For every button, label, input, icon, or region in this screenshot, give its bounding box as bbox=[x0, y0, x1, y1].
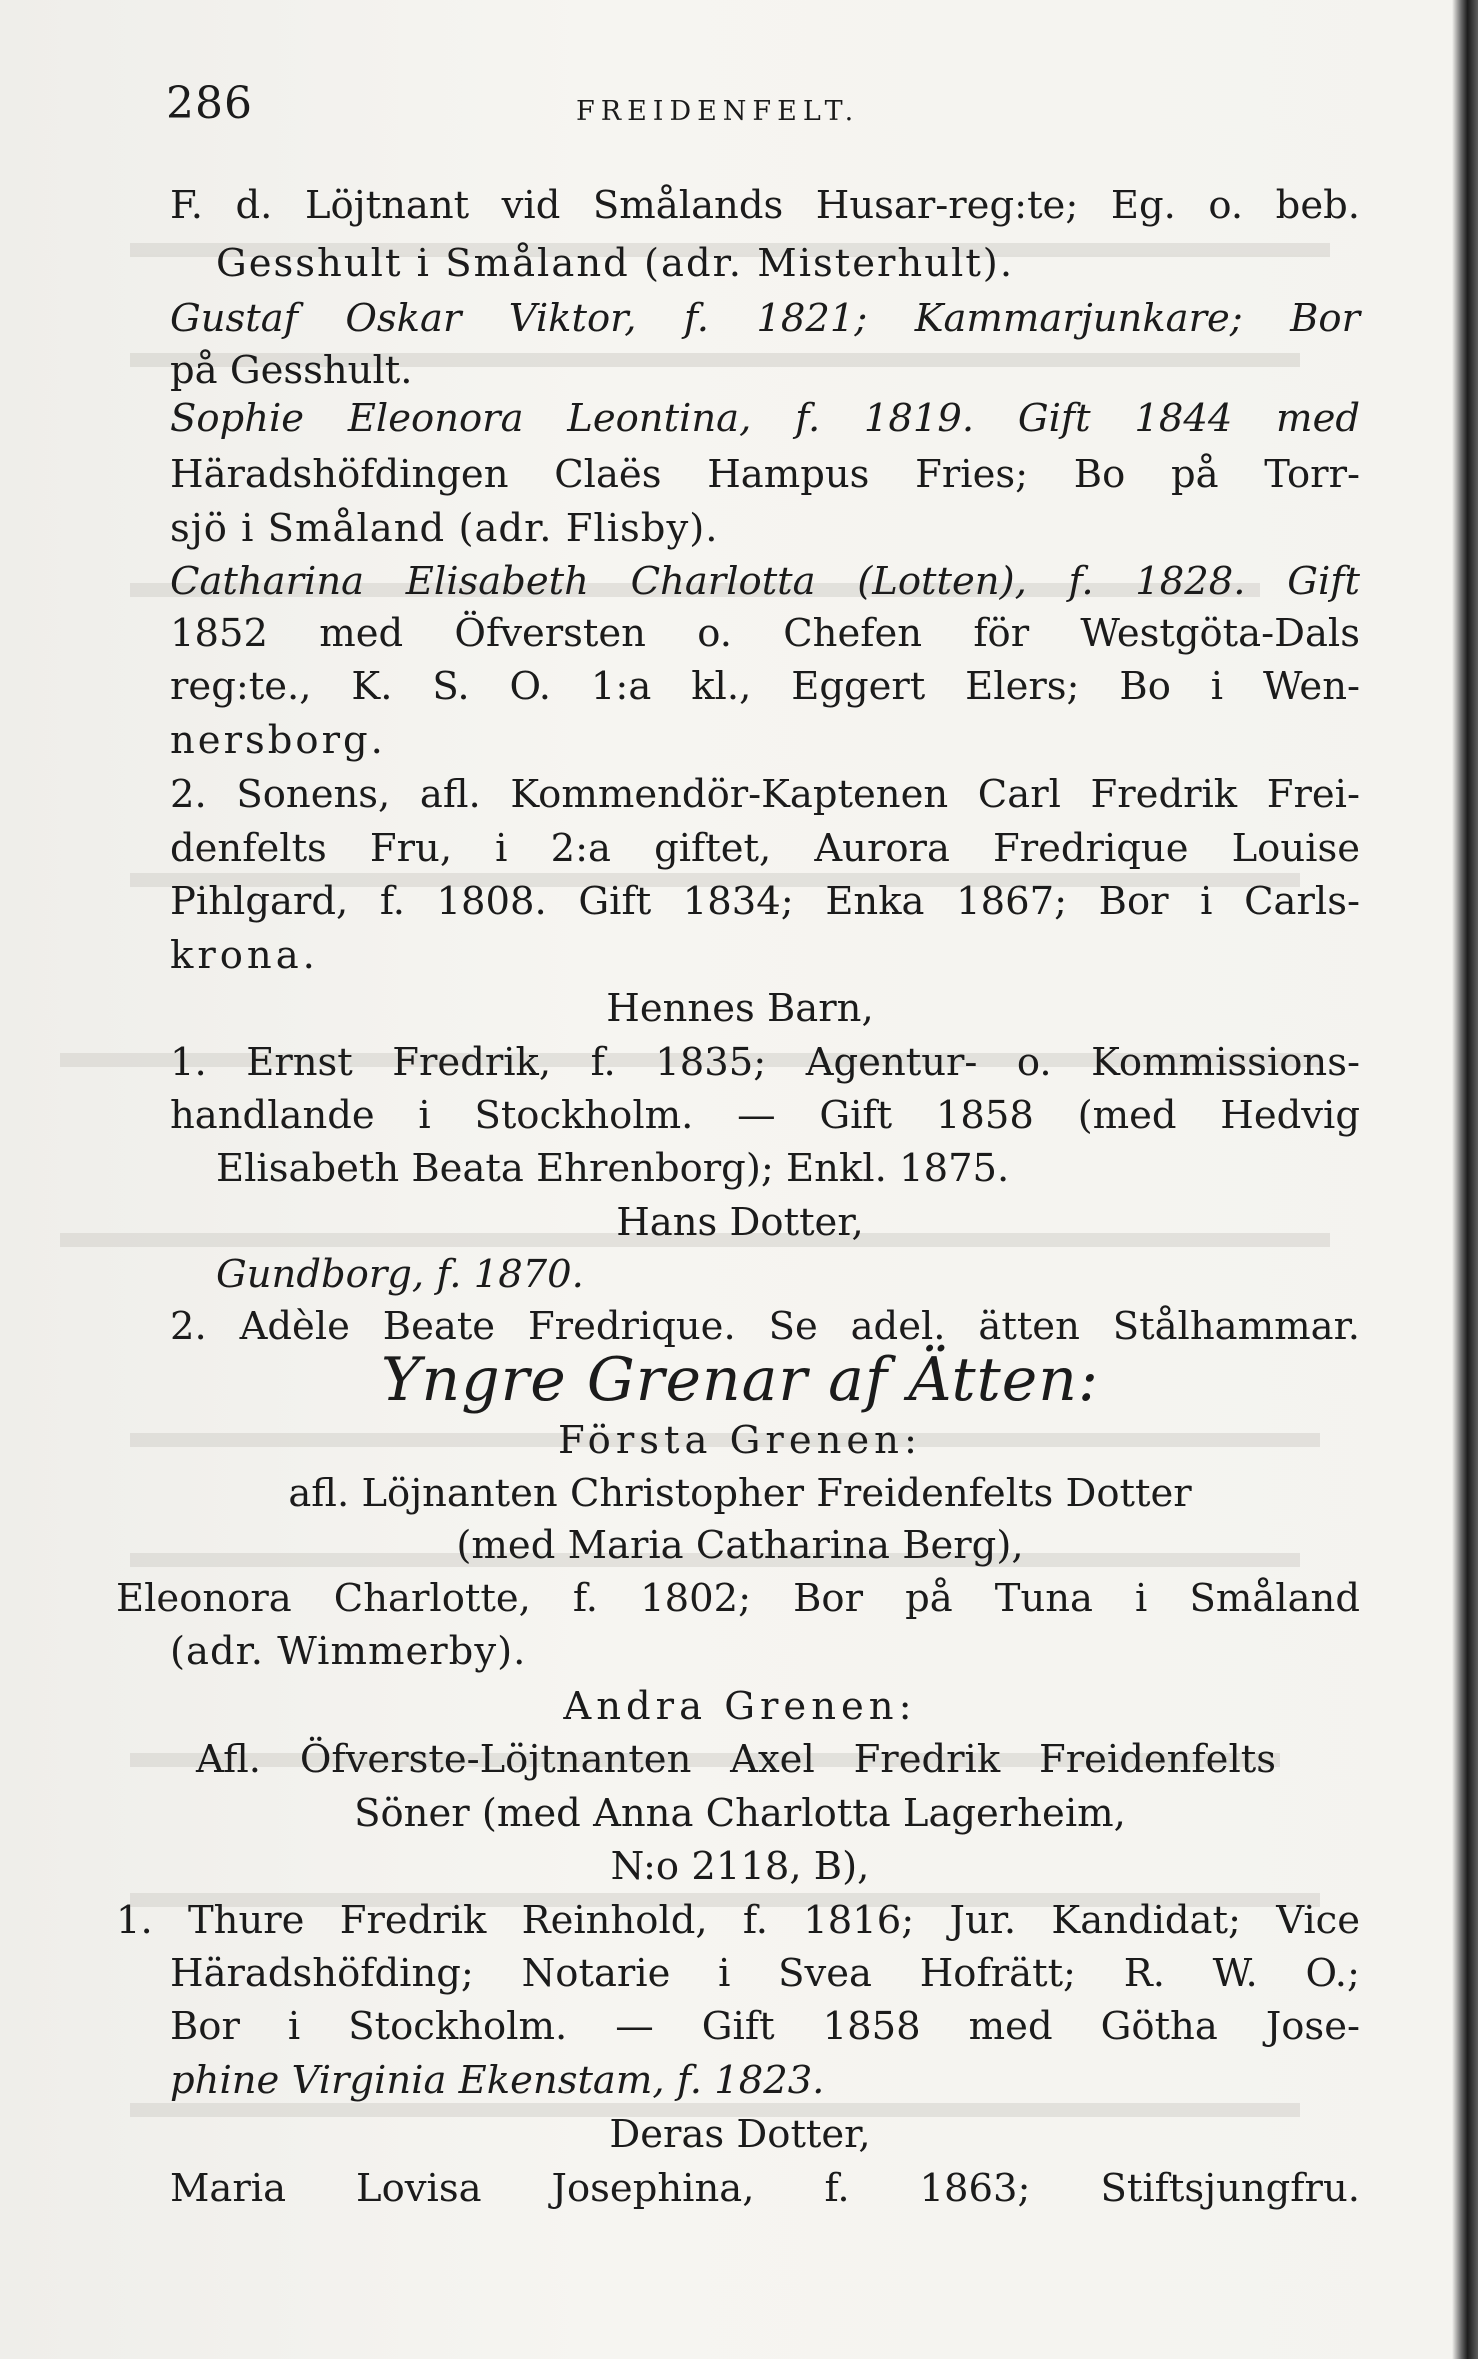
text-line: Catharina Elisabeth Charlotta (Lotten), f. 1828. Gift bbox=[170, 559, 1360, 604]
text-line: Gesshult i Småland (adr. Misterhult). bbox=[216, 241, 1015, 286]
text-line: nersborg. bbox=[170, 718, 386, 763]
section-heading: Första Grenen: bbox=[558, 1418, 922, 1463]
section-title: Yngre Grenar af Ätten: bbox=[380, 1345, 1100, 1415]
text-line: Eleonora Charlotte, f. 1802; Bor på Tuna i Småland bbox=[116, 1576, 1360, 1621]
text-line: Maria Lovisa Josephina, f. 1863; Stiftsjungfru. bbox=[170, 2166, 1360, 2211]
text-line: 2. Adèle Beate Fredrique. Se adel. ätten Stålhammar. bbox=[170, 1304, 1360, 1349]
text-line: 1. Thure Fredrik Reinhold, f. 1816; Jur. Kandidat; Vice bbox=[116, 1898, 1360, 1943]
text-line: Gundborg, f. 1870. bbox=[216, 1252, 584, 1297]
text-line: (med Maria Catharina Berg), bbox=[456, 1523, 1024, 1568]
text-line: N:o 2118, B), bbox=[610, 1844, 870, 1889]
text-line: (adr. Wimmerby). bbox=[170, 1629, 527, 1674]
text-line: denfelts Fru, i 2:a giftet, Aurora Fredrique Louise bbox=[170, 826, 1360, 871]
page-number: 286 bbox=[166, 78, 253, 129]
text-line: afl. Löjnanten Christopher Freidenfelts Dotter bbox=[288, 1471, 1192, 1516]
binding-gutter bbox=[1452, 0, 1478, 2359]
section-heading: Hans Dotter, bbox=[616, 1200, 864, 1245]
text-line: Sophie Eleonora Leontina, f. 1819. Gift 1844 med bbox=[170, 396, 1360, 441]
text-line: sjö i Småland (adr. Flisby). bbox=[170, 506, 719, 551]
running-head: FREIDENFELT. bbox=[576, 96, 860, 127]
text-line: Bor i Stockholm. — Gift 1858 med Götha Jose- bbox=[170, 2004, 1360, 2049]
text-line: 1852 med Öfversten o. Chefen för Westgöta-Dals bbox=[170, 611, 1360, 656]
text-line: phine Virginia Ekenstam, f. 1823. bbox=[170, 2058, 825, 2103]
text-line: F. d. Löjtnant vid Smålands Husar-reg:te; Eg. o. beb. bbox=[170, 183, 1360, 228]
text-line: krona. bbox=[170, 933, 319, 978]
text-line: Pihlgard, f. 1808. Gift 1834; Enka 1867; Bor i Carls- bbox=[170, 879, 1360, 924]
text-line: Söner (med Anna Charlotta Lagerheim, bbox=[354, 1791, 1126, 1836]
text-line: på Gesshult. bbox=[170, 348, 413, 393]
text-line: handlande i Stockholm. — Gift 1858 (med Hedvig bbox=[170, 1093, 1360, 1138]
text-line: Gustaf Oskar Viktor, f. 1821; Kammarjunkare; Bor bbox=[170, 296, 1360, 341]
section-heading: Hennes Barn, bbox=[606, 986, 874, 1031]
text-line: 1. Ernst Fredrik, f. 1835; Agentur- o. Kommissions- bbox=[170, 1040, 1360, 1085]
section-heading: Deras Dotter, bbox=[609, 2112, 871, 2157]
text-line: Häradshöfdingen Claës Hampus Fries; Bo på Torr- bbox=[170, 452, 1360, 497]
text-line: Afl. Öfverste-Löjtnanten Axel Fredrik Freidenfelts bbox=[196, 1737, 1276, 1782]
text-line: Elisabeth Beata Ehrenborg); Enkl. 1875. bbox=[216, 1146, 1010, 1191]
text-line: reg:te., K. S. O. 1:a kl., Eggert Elers; Bo i Wen- bbox=[170, 664, 1360, 709]
section-heading: Andra Grenen: bbox=[563, 1684, 917, 1729]
text-line: 2. Sonens, afl. Kommendör-Kaptenen Carl Fredrik Frei- bbox=[170, 772, 1360, 817]
text-line: Häradshöfding; Notarie i Svea Hofrätt; R. W. O.; bbox=[170, 1951, 1360, 1996]
